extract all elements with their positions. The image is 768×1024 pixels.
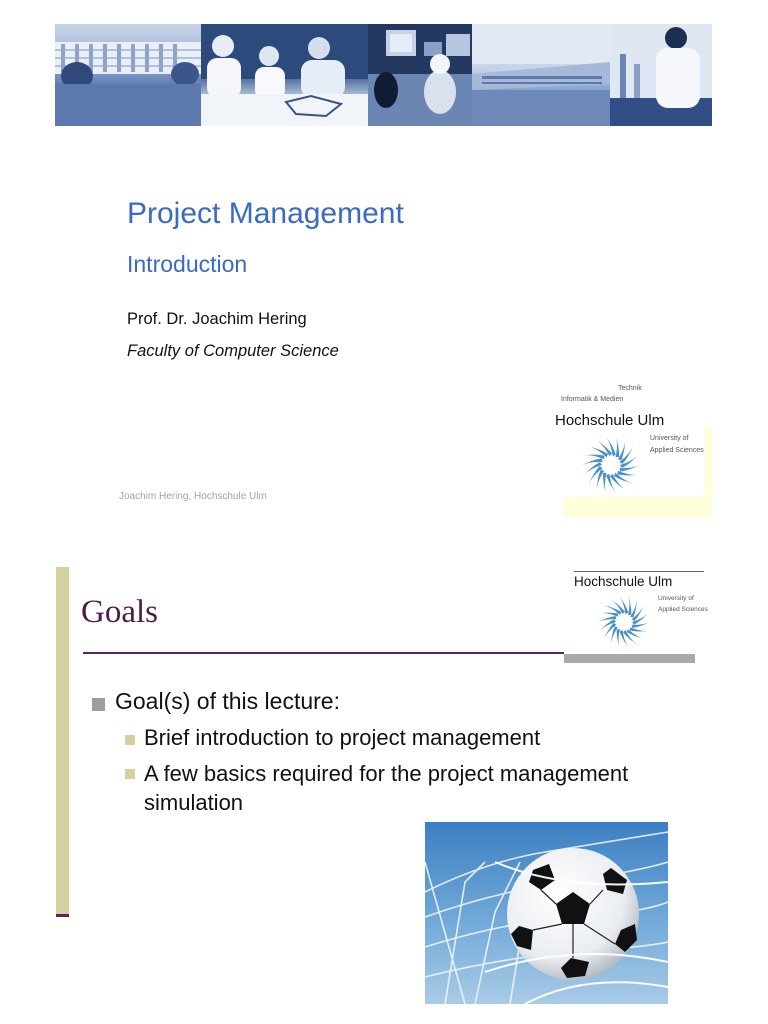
slide-footer: Joachim Hering, Hochschule Ulm — [119, 491, 267, 502]
slide-subtitle: Introduction — [127, 251, 248, 277]
swirl-logo-icon — [595, 593, 653, 651]
logo-top-rule — [574, 571, 704, 572]
swirl-blade — [603, 625, 624, 646]
logo-name: Hochschule Ulm — [555, 412, 665, 429]
logo-name: Hochschule Ulm — [574, 574, 673, 589]
bullet-square-icon — [125, 769, 135, 779]
logo-uni-line1: University of — [650, 435, 689, 442]
grey-accent-bar — [564, 654, 695, 663]
logo-university-label — [650, 433, 704, 457]
campus-building-photo — [55, 24, 201, 126]
goals-slide — [0, 540, 768, 1024]
campus-exterior-photo — [472, 24, 610, 126]
bullet-level2: A few basics required for the project management simulation — [144, 761, 629, 815]
logo-tagline-technik: Technik — [618, 385, 642, 392]
title-divider — [83, 652, 564, 654]
faculty-name: Faculty of Computer Science — [127, 342, 339, 360]
logo-uni-line2: Applied Sciences — [650, 447, 704, 454]
logo-tagline-informatik: Informatik & Medien — [561, 396, 624, 403]
hochschule-ulm-logo — [574, 573, 706, 653]
computer-lab-photo — [368, 24, 472, 126]
logo-uni-line2: Applied Sciences — [658, 606, 708, 613]
slide-title: Project Management — [127, 197, 404, 230]
bullet-square-icon — [92, 698, 105, 711]
sidebar-accent-bar — [56, 567, 69, 917]
logo-uni-line1: University of — [658, 595, 694, 602]
soccer-ball-photo — [425, 822, 668, 1004]
students-lab-photo — [201, 24, 368, 126]
banner-photo-strip — [55, 24, 712, 126]
logo-university-label — [658, 593, 708, 615]
swirl-blade — [588, 468, 612, 491]
hochschule-ulm-logo — [555, 385, 705, 497]
swirl-blade — [624, 598, 645, 619]
bullet-level1: Goal(s) of this lecture: — [115, 688, 340, 714]
bullet-square-icon — [125, 735, 135, 745]
sidebar-accent-end — [56, 914, 69, 917]
laboratory-scientist-photo — [610, 24, 712, 126]
swirl-logo-icon — [579, 433, 643, 497]
bullet-level2: Brief introduction to project management — [144, 725, 541, 750]
author-name: Prof. Dr. Joachim Hering — [127, 310, 307, 328]
swirl-blade — [611, 439, 635, 462]
slide-title: Goals — [81, 594, 158, 630]
